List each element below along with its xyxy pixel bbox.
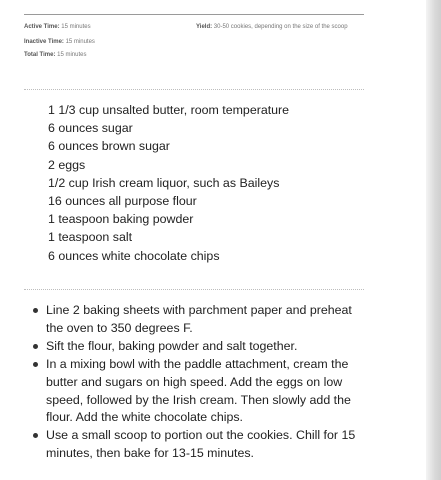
direction-step bbox=[32, 302, 364, 338]
direction-step bbox=[32, 427, 364, 463]
ingredient-item: 1 teaspoon salt bbox=[48, 230, 133, 245]
direction-text: Sift the flour, baking powder and salt together. bbox=[46, 338, 298, 353]
page-edge-shadow bbox=[426, 0, 441, 480]
yield-label: Yield: bbox=[196, 24, 213, 30]
total-time bbox=[24, 52, 86, 59]
yield-value: 30-50 cookies, depending on the size of the scoop bbox=[213, 24, 348, 30]
bullet-icon bbox=[33, 433, 38, 438]
inactive-time bbox=[24, 39, 95, 46]
bullet-icon bbox=[33, 344, 38, 349]
ingredient-item: 1 1/3 cup unsalted butter, room temperature bbox=[48, 103, 290, 117]
ingredient-item: 6 ounces brown sugar bbox=[48, 139, 170, 154]
directions-divider bbox=[24, 289, 364, 290]
direction-step bbox=[32, 356, 364, 428]
direction-text: Line 2 baking sheets with parchment paper and preheat the oven to 350 degrees F. bbox=[46, 303, 352, 335]
bullet-icon bbox=[33, 308, 38, 313]
ingredient-item: 6 ounces white chocolate chips bbox=[48, 248, 220, 263]
inactive-time-label: Inactive Time: bbox=[24, 39, 64, 45]
active-time-value: 15 minutes bbox=[61, 24, 91, 30]
total-time-label: Total Time: bbox=[24, 52, 56, 58]
top-divider bbox=[24, 14, 364, 15]
ingredients-list bbox=[48, 101, 289, 265]
total-time-value: 15 minutes bbox=[57, 52, 87, 58]
ingredient-item: 1 teaspoon baking powder bbox=[48, 212, 194, 227]
active-time-label: Active Time: bbox=[24, 24, 60, 30]
ingredient-item: 2 eggs bbox=[48, 157, 86, 172]
yield bbox=[196, 24, 348, 31]
ingredients-divider bbox=[24, 89, 364, 90]
direction-text: In a mixing bowl with the paddle attachment, cream the butter and sugars on high speed. Add the eggs on low speed, followed by the Irish cream. Then slowly add the flour. Add the white chocolate chips. bbox=[46, 356, 351, 425]
inactive-time-value: 15 minutes bbox=[65, 39, 95, 45]
direction-text: Use a small scoop to portion out the cookies. Chill for 15 minutes, then bake for 13-15 minutes. bbox=[46, 428, 356, 461]
bullet-icon bbox=[33, 362, 38, 367]
ingredient-item: 16 ounces all purpose flour bbox=[48, 194, 197, 209]
ingredient-item: 1/2 cup Irish cream liquor, such as Baileys bbox=[48, 175, 280, 190]
active-time bbox=[24, 24, 91, 31]
ingredient-item: 6 ounces sugar bbox=[48, 121, 133, 136]
direction-step bbox=[32, 338, 364, 356]
directions-list bbox=[32, 302, 364, 463]
